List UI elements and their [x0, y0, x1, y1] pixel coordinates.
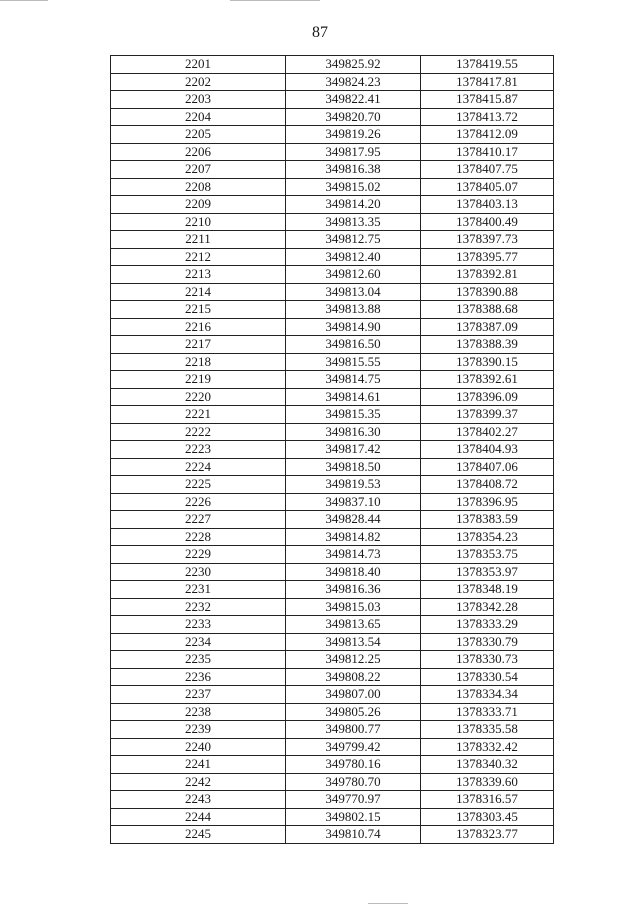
table-row [111, 231, 554, 249]
x-coordinate-cell: 349816.36 [286, 581, 421, 599]
y-coordinate-cell: 1378390.15 [421, 353, 554, 371]
x-coordinate-cell: 349816.50 [286, 336, 421, 354]
x-coordinate-cell: 349824.23 [286, 73, 421, 91]
coordinates-table-body [111, 56, 554, 844]
x-coordinate-cell: 349818.50 [286, 458, 421, 476]
point-number-cell: 2223 [111, 441, 286, 459]
table-row [111, 808, 554, 826]
x-coordinate-cell: 349814.20 [286, 196, 421, 214]
table-row [111, 423, 554, 441]
y-coordinate-cell: 1378405.07 [421, 178, 554, 196]
point-number-cell: 2217 [111, 336, 286, 354]
x-coordinate-cell: 349814.61 [286, 388, 421, 406]
x-coordinate-cell: 349820.70 [286, 108, 421, 126]
x-coordinate-cell: 349780.70 [286, 773, 421, 791]
point-number-cell: 2243 [111, 791, 286, 809]
x-coordinate-cell: 349817.95 [286, 143, 421, 161]
y-coordinate-cell: 1378330.54 [421, 668, 554, 686]
table-row [111, 756, 554, 774]
table-row [111, 196, 554, 214]
x-coordinate-cell: 349825.92 [286, 56, 421, 74]
table-row [111, 581, 554, 599]
y-coordinate-cell: 1378387.09 [421, 318, 554, 336]
y-coordinate-cell: 1378392.81 [421, 266, 554, 284]
y-coordinate-cell: 1378419.55 [421, 56, 554, 74]
point-number-cell: 2218 [111, 353, 286, 371]
y-coordinate-cell: 1378353.97 [421, 563, 554, 581]
table-row [111, 406, 554, 424]
x-coordinate-cell: 349813.88 [286, 301, 421, 319]
x-coordinate-cell: 349819.26 [286, 126, 421, 144]
x-coordinate-cell: 349813.65 [286, 616, 421, 634]
point-number-cell: 2229 [111, 546, 286, 564]
table-row [111, 633, 554, 651]
point-number-cell: 2202 [111, 73, 286, 91]
point-number-cell: 2205 [111, 126, 286, 144]
point-number-cell: 2228 [111, 528, 286, 546]
y-coordinate-cell: 1378334.34 [421, 686, 554, 704]
table-row [111, 266, 554, 284]
point-number-cell: 2206 [111, 143, 286, 161]
x-coordinate-cell: 349816.30 [286, 423, 421, 441]
point-number-cell: 2237 [111, 686, 286, 704]
table-row [111, 161, 554, 179]
table-row [111, 91, 554, 109]
table-row [111, 353, 554, 371]
point-number-cell: 2239 [111, 721, 286, 739]
table-row [111, 668, 554, 686]
x-coordinate-cell: 349802.15 [286, 808, 421, 826]
y-coordinate-cell: 1378396.09 [421, 388, 554, 406]
y-coordinate-cell: 1378407.75 [421, 161, 554, 179]
table-row [111, 703, 554, 721]
table-row [111, 546, 554, 564]
point-number-cell: 2220 [111, 388, 286, 406]
y-coordinate-cell: 1378332.42 [421, 738, 554, 756]
y-coordinate-cell: 1378342.28 [421, 598, 554, 616]
table-row [111, 301, 554, 319]
scan-edge-line-bottom [368, 903, 408, 904]
x-coordinate-cell: 349812.25 [286, 651, 421, 669]
x-coordinate-cell: 349812.60 [286, 266, 421, 284]
x-coordinate-cell: 349800.77 [286, 721, 421, 739]
x-coordinate-cell: 349815.03 [286, 598, 421, 616]
point-number-cell: 2221 [111, 406, 286, 424]
point-number-cell: 2225 [111, 476, 286, 494]
y-coordinate-cell: 1378413.72 [421, 108, 554, 126]
y-coordinate-cell: 1378353.75 [421, 546, 554, 564]
y-coordinate-cell: 1378412.09 [421, 126, 554, 144]
point-number-cell: 2233 [111, 616, 286, 634]
x-coordinate-cell: 349780.16 [286, 756, 421, 774]
point-number-cell: 2209 [111, 196, 286, 214]
point-number-cell: 2207 [111, 161, 286, 179]
point-number-cell: 2235 [111, 651, 286, 669]
page-number: 87 [312, 24, 328, 41]
x-coordinate-cell: 349816.38 [286, 161, 421, 179]
table-row [111, 178, 554, 196]
point-number-cell: 2226 [111, 493, 286, 511]
point-number-cell: 2244 [111, 808, 286, 826]
point-number-cell: 2208 [111, 178, 286, 196]
y-coordinate-cell: 1378335.58 [421, 721, 554, 739]
y-coordinate-cell: 1378383.59 [421, 511, 554, 529]
coordinates-table [110, 55, 554, 844]
x-coordinate-cell: 349814.73 [286, 546, 421, 564]
y-coordinate-cell: 1378348.19 [421, 581, 554, 599]
point-number-cell: 2240 [111, 738, 286, 756]
point-number-cell: 2238 [111, 703, 286, 721]
x-coordinate-cell: 349815.02 [286, 178, 421, 196]
table-row [111, 458, 554, 476]
table-row [111, 563, 554, 581]
table-row [111, 651, 554, 669]
x-coordinate-cell: 349805.26 [286, 703, 421, 721]
y-coordinate-cell: 1378407.06 [421, 458, 554, 476]
scan-edge-line-top [230, 0, 320, 1]
table-row [111, 73, 554, 91]
point-number-cell: 2219 [111, 371, 286, 389]
table-row [111, 738, 554, 756]
x-coordinate-cell: 349812.40 [286, 248, 421, 266]
y-coordinate-cell: 1378333.29 [421, 616, 554, 634]
scan-edge-line-top-left [0, 0, 48, 1]
x-coordinate-cell: 349814.75 [286, 371, 421, 389]
point-number-cell: 2210 [111, 213, 286, 231]
point-number-cell: 2213 [111, 266, 286, 284]
point-number-cell: 2236 [111, 668, 286, 686]
x-coordinate-cell: 349828.44 [286, 511, 421, 529]
point-number-cell: 2211 [111, 231, 286, 249]
point-number-cell: 2230 [111, 563, 286, 581]
y-coordinate-cell: 1378323.77 [421, 826, 554, 844]
table-row [111, 56, 554, 74]
y-coordinate-cell: 1378403.13 [421, 196, 554, 214]
point-number-cell: 2201 [111, 56, 286, 74]
x-coordinate-cell: 349808.22 [286, 668, 421, 686]
table-row [111, 686, 554, 704]
table-row [111, 126, 554, 144]
table-row [111, 826, 554, 844]
table-row [111, 388, 554, 406]
table-row [111, 336, 554, 354]
table-row [111, 318, 554, 336]
x-coordinate-cell: 349822.41 [286, 91, 421, 109]
y-coordinate-cell: 1378410.17 [421, 143, 554, 161]
y-coordinate-cell: 1378339.60 [421, 773, 554, 791]
table-row [111, 493, 554, 511]
x-coordinate-cell: 349814.82 [286, 528, 421, 546]
table-row [111, 143, 554, 161]
y-coordinate-cell: 1378316.57 [421, 791, 554, 809]
x-coordinate-cell: 349837.10 [286, 493, 421, 511]
table-row [111, 441, 554, 459]
point-number-cell: 2241 [111, 756, 286, 774]
point-number-cell: 2216 [111, 318, 286, 336]
point-number-cell: 2231 [111, 581, 286, 599]
x-coordinate-cell: 349814.90 [286, 318, 421, 336]
table-row [111, 511, 554, 529]
point-number-cell: 2224 [111, 458, 286, 476]
y-coordinate-cell: 1378340.32 [421, 756, 554, 774]
point-number-cell: 2234 [111, 633, 286, 651]
x-coordinate-cell: 349807.00 [286, 686, 421, 704]
y-coordinate-cell: 1378333.71 [421, 703, 554, 721]
table-row [111, 721, 554, 739]
y-coordinate-cell: 1378415.87 [421, 91, 554, 109]
x-coordinate-cell: 349810.74 [286, 826, 421, 844]
point-number-cell: 2212 [111, 248, 286, 266]
point-number-cell: 2215 [111, 301, 286, 319]
table-row [111, 476, 554, 494]
x-coordinate-cell: 349770.97 [286, 791, 421, 809]
x-coordinate-cell: 349813.04 [286, 283, 421, 301]
table-row [111, 598, 554, 616]
x-coordinate-cell: 349813.35 [286, 213, 421, 231]
point-number-cell: 2214 [111, 283, 286, 301]
x-coordinate-cell: 349817.42 [286, 441, 421, 459]
x-coordinate-cell: 349818.40 [286, 563, 421, 581]
x-coordinate-cell: 349815.55 [286, 353, 421, 371]
table-row [111, 528, 554, 546]
y-coordinate-cell: 1378404.93 [421, 441, 554, 459]
table-row [111, 773, 554, 791]
x-coordinate-cell: 349813.54 [286, 633, 421, 651]
y-coordinate-cell: 1378396.95 [421, 493, 554, 511]
y-coordinate-cell: 1378388.68 [421, 301, 554, 319]
point-number-cell: 2222 [111, 423, 286, 441]
point-number-cell: 2204 [111, 108, 286, 126]
y-coordinate-cell: 1378408.72 [421, 476, 554, 494]
y-coordinate-cell: 1378388.39 [421, 336, 554, 354]
y-coordinate-cell: 1378392.61 [421, 371, 554, 389]
y-coordinate-cell: 1378330.79 [421, 633, 554, 651]
x-coordinate-cell: 349815.35 [286, 406, 421, 424]
point-number-cell: 2242 [111, 773, 286, 791]
table-row [111, 213, 554, 231]
table-row [111, 283, 554, 301]
y-coordinate-cell: 1378354.23 [421, 528, 554, 546]
table-row [111, 791, 554, 809]
table-row [111, 108, 554, 126]
y-coordinate-cell: 1378303.45 [421, 808, 554, 826]
y-coordinate-cell: 1378417.81 [421, 73, 554, 91]
x-coordinate-cell: 349819.53 [286, 476, 421, 494]
x-coordinate-cell: 349799.42 [286, 738, 421, 756]
x-coordinate-cell: 349812.75 [286, 231, 421, 249]
table-row [111, 616, 554, 634]
y-coordinate-cell: 1378395.77 [421, 248, 554, 266]
table-row [111, 248, 554, 266]
table-row [111, 371, 554, 389]
point-number-cell: 2203 [111, 91, 286, 109]
y-coordinate-cell: 1378330.73 [421, 651, 554, 669]
y-coordinate-cell: 1378397.73 [421, 231, 554, 249]
y-coordinate-cell: 1378399.37 [421, 406, 554, 424]
y-coordinate-cell: 1378400.49 [421, 213, 554, 231]
point-number-cell: 2232 [111, 598, 286, 616]
y-coordinate-cell: 1378402.27 [421, 423, 554, 441]
point-number-cell: 2227 [111, 511, 286, 529]
point-number-cell: 2245 [111, 826, 286, 844]
y-coordinate-cell: 1378390.88 [421, 283, 554, 301]
